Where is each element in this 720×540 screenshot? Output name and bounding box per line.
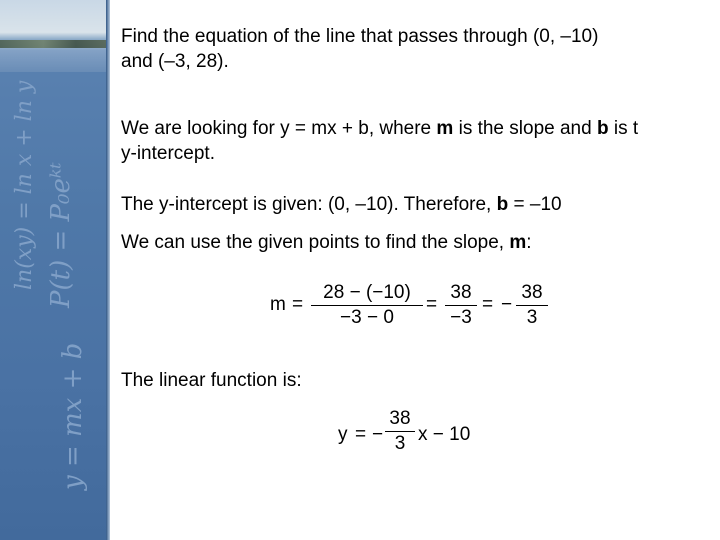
slope-intro-end: : <box>526 232 532 253</box>
slope-intro-start: We can use the given points to find the slope, <box>121 232 510 253</box>
fraction-bar <box>385 431 415 432</box>
panel-divider <box>106 0 110 540</box>
approach-text-middle: is the slope and <box>453 118 597 139</box>
fraction-bar <box>311 305 423 306</box>
slope-intro-text <box>121 230 532 255</box>
decorative-formula-growth: P(t) = P₀eᵏᵗ <box>46 162 76 308</box>
approach-text-start: We are looking for y = mx + b, where <box>121 118 437 139</box>
fraction-numerator: 38 <box>389 408 411 429</box>
fraction-denominator: −3 − 0 <box>340 307 394 328</box>
approach-text-line-2: y-intercept. <box>121 143 215 164</box>
slope-symbol: m <box>436 118 454 139</box>
fraction-numerator: 38 <box>521 282 543 303</box>
linear-function-equation <box>121 404 720 464</box>
slope-fraction-1 <box>311 282 423 329</box>
equals-sign: = <box>426 294 438 315</box>
function-lhs: y <box>338 424 348 445</box>
slope-equation <box>121 278 720 338</box>
fraction-denominator: 3 <box>394 433 406 454</box>
intercept-text-start: The y-intercept is given: (0, –10). Therefore, <box>121 194 497 215</box>
equals-sign: = <box>292 294 304 315</box>
minus-sign: − <box>372 424 384 445</box>
slope-fraction-3 <box>516 282 548 329</box>
equals-sign: = <box>355 424 367 445</box>
decorative-formula-logarithm: ln(xy) = ln x + ln y <box>12 80 37 290</box>
approach-text <box>121 116 638 166</box>
slope-lhs: m <box>270 294 286 315</box>
decorative-side-panel <box>0 0 110 540</box>
problem-statement <box>121 24 598 74</box>
intercept-symbol: b <box>496 194 509 215</box>
problem-line-2: and (–3, 28). <box>121 51 229 72</box>
problem-line-1: Find the equation of the line that passes through (0, –10) <box>121 26 599 47</box>
decorative-formula-line: y = mx + b <box>58 342 88 490</box>
slide-content <box>121 0 720 540</box>
lake-landscape-photo <box>0 0 108 72</box>
slope-symbol: m <box>509 232 527 253</box>
fraction-denominator: −3 <box>450 307 472 328</box>
function-tail: x − 10 <box>418 424 471 445</box>
slope-fraction <box>385 408 415 455</box>
result-intro-text: The linear function is: <box>121 370 302 391</box>
shoreline <box>0 40 108 48</box>
fraction-bar <box>445 305 477 306</box>
slope-fraction-2 <box>445 282 477 329</box>
minus-sign: − <box>501 294 513 315</box>
fraction-numerator: 28 − (−10) <box>323 282 411 303</box>
fraction-bar <box>516 305 548 306</box>
fraction-denominator: 3 <box>526 307 538 328</box>
equals-sign: = <box>482 294 494 315</box>
intercept-symbol: b <box>596 118 609 139</box>
water-reflection <box>0 48 108 72</box>
intercept-value: = –10 <box>508 194 562 215</box>
intercept-text <box>121 192 562 217</box>
approach-text-end: is t <box>608 118 639 139</box>
fraction-numerator: 38 <box>450 282 472 303</box>
